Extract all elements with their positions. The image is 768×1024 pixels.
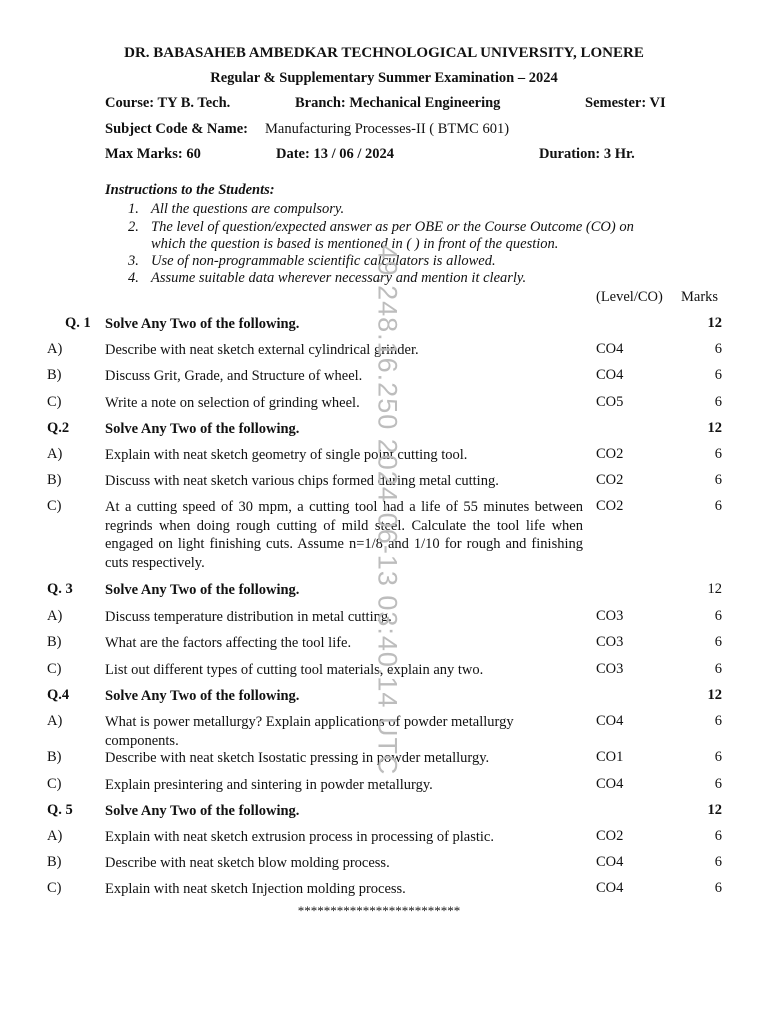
question-text: Discuss with neat sketch various chips formed during metal cutting. [105, 473, 499, 489]
university-title: DR. BABASAHEB AMBEDKAR TECHNOLOGICAL UNIVERSITY, LONERE [124, 45, 644, 61]
marks-value: 12 [707, 420, 722, 436]
max-marks: Max Marks: 60 [105, 146, 201, 162]
course-outcome: CO4 [596, 713, 624, 729]
question-text: Explain presintering and sintering in powder metallurgy. [105, 777, 433, 793]
sub-question-label: A) [47, 608, 63, 624]
marks-value: 6 [714, 661, 722, 677]
course-outcome: CO2 [596, 472, 624, 488]
course-outcome: CO3 [596, 661, 624, 677]
marks-value: 6 [714, 446, 722, 462]
course-outcome: CO5 [596, 394, 624, 410]
sub-question-label: A) [47, 713, 63, 729]
course-label: Course: TY B. Tech. [105, 95, 231, 111]
instruction-number: 3. [128, 253, 139, 269]
semester-label: Semester: VI [585, 95, 666, 111]
marks-value: 6 [714, 854, 722, 870]
question-text: What is power metallurgy? Explain applications of powder metallurgy components. [105, 714, 514, 749]
marks-value: 6 [714, 713, 722, 729]
question-text: What are the factors affecting the tool life. [105, 635, 352, 651]
sub-question-label: B) [47, 749, 62, 765]
sub-question-label: C) [47, 394, 62, 410]
sub-question-label: C) [47, 661, 62, 677]
end-of-paper-stars: ************************* [297, 903, 461, 918]
question-text: Explain with neat sketch geometry of single point cutting tool. [105, 447, 468, 463]
sub-question-label: A) [47, 828, 63, 844]
question-text: Describe with neat sketch blow molding process. [105, 855, 390, 871]
subject-value: Manufacturing Processes-II ( BTMC 601) [265, 121, 510, 137]
question-instruction: Solve Any Two of the following. [105, 421, 300, 437]
instruction-number: 2. [128, 219, 139, 235]
marks-value: 6 [714, 367, 722, 383]
course-outcome: CO2 [596, 828, 624, 844]
instruction-text: The level of question/expected answer as per OBE or the Course Outcome (CO) on which the question is based is mentioned in ( ) in front of the question. [151, 219, 634, 252]
course-outcome: CO4 [596, 854, 624, 870]
question-text: Describe with neat sketch Isostatic pressing in powder metallurgy. [105, 750, 490, 766]
sub-question-label: C) [47, 880, 62, 896]
marks-value: 6 [714, 634, 722, 650]
marks-value: 6 [714, 394, 722, 410]
course-outcome: CO3 [596, 634, 624, 650]
question-text: Explain with neat sketch extrusion process in processing of plastic. [105, 829, 494, 845]
question-instruction: Solve Any Two of the following. [105, 582, 300, 598]
branch-label: Branch: Mechanical Engineering [295, 95, 501, 111]
marks-value: 6 [714, 608, 722, 624]
course-outcome: CO3 [596, 608, 624, 624]
instruction-number: 1. [128, 201, 139, 217]
course-outcome: CO4 [596, 880, 624, 896]
sub-question-label: B) [47, 367, 62, 383]
marks-header: Marks [681, 289, 719, 305]
question-number: Q.2 [47, 420, 70, 436]
instruction-number: 4. [128, 270, 139, 286]
course-outcome: CO4 [596, 776, 624, 792]
question-instruction: Solve Any Two of the following. [105, 803, 300, 819]
question-text: Write a note on selection of grinding wheel. [105, 395, 360, 411]
sub-question-label: A) [47, 341, 63, 357]
instruction-text: All the questions are compulsory. [151, 201, 345, 217]
marks-value: 12 [707, 687, 722, 703]
question-text: Discuss Grit, Grade, and Structure of wheel. [105, 368, 363, 384]
question-instruction: Solve Any Two of the following. [105, 688, 300, 704]
marks-value: 6 [714, 776, 722, 792]
instruction-text: Assume suitable data wherever necessary and mention it clearly. [151, 270, 527, 286]
sub-question-label: B) [47, 472, 62, 488]
exam-title: Regular & Supplementary Summer Examination – 2024 [210, 70, 558, 86]
level-co-header: (Level/CO) [596, 289, 663, 305]
marks-value: 6 [714, 880, 722, 896]
question-instruction: Solve Any Two of the following. [105, 316, 300, 332]
sub-question-label: C) [47, 498, 62, 514]
exam-date: Date: 13 / 06 / 2024 [276, 146, 394, 162]
subject-label: Subject Code & Name: [105, 121, 248, 137]
marks-value: 6 [714, 749, 722, 765]
ip-timestamp-watermark: 49.248.16.250 2024-06-13 03:40:14 UTC [372, 244, 403, 776]
question-text: Explain with neat sketch Injection molding process. [105, 881, 406, 897]
duration: Duration: 3 Hr. [539, 146, 635, 162]
marks-value: 6 [714, 828, 722, 844]
instruction-text: Use of non-programmable scientific calculators is allowed. [151, 253, 496, 269]
marks-value: 6 [714, 341, 722, 357]
instructions-title: Instructions to the Students: [105, 182, 275, 198]
marks-value: 6 [714, 472, 722, 488]
question-number: Q. 1 [65, 315, 91, 331]
sub-question-label: C) [47, 776, 62, 792]
question-number: Q.4 [47, 687, 70, 703]
sub-question-label: B) [47, 854, 62, 870]
question-text: At a cutting speed of 30 mpm, a cutting tool had a life of 55 minutes between regrinds when doing rough cutting of mild steel. Calculate the tool life when engaged on light finishing cuts. Assume n=1/8 and 1/10 for rough and finishing cuts respectively. [105, 499, 583, 571]
question-text: List out different types of cutting tool materials, explain any two. [105, 662, 484, 678]
course-outcome: CO4 [596, 367, 624, 383]
marks-value: 12 [707, 802, 722, 818]
question-number: Q. 3 [47, 581, 73, 597]
marks-value: 6 [714, 498, 722, 514]
question-text: Discuss temperature distribution in metal cutting. [105, 609, 392, 625]
marks-value: 12 [707, 315, 722, 331]
marks-value: 12 [707, 581, 722, 597]
question-text: Describe with neat sketch external cylindrical grinder. [105, 342, 419, 358]
question-number: Q. 5 [47, 802, 73, 818]
sub-question-label: B) [47, 634, 62, 650]
sub-question-label: A) [47, 446, 63, 462]
course-outcome: CO2 [596, 498, 624, 514]
course-outcome: CO2 [596, 446, 624, 462]
course-outcome: CO1 [596, 749, 624, 765]
course-outcome: CO4 [596, 341, 624, 357]
